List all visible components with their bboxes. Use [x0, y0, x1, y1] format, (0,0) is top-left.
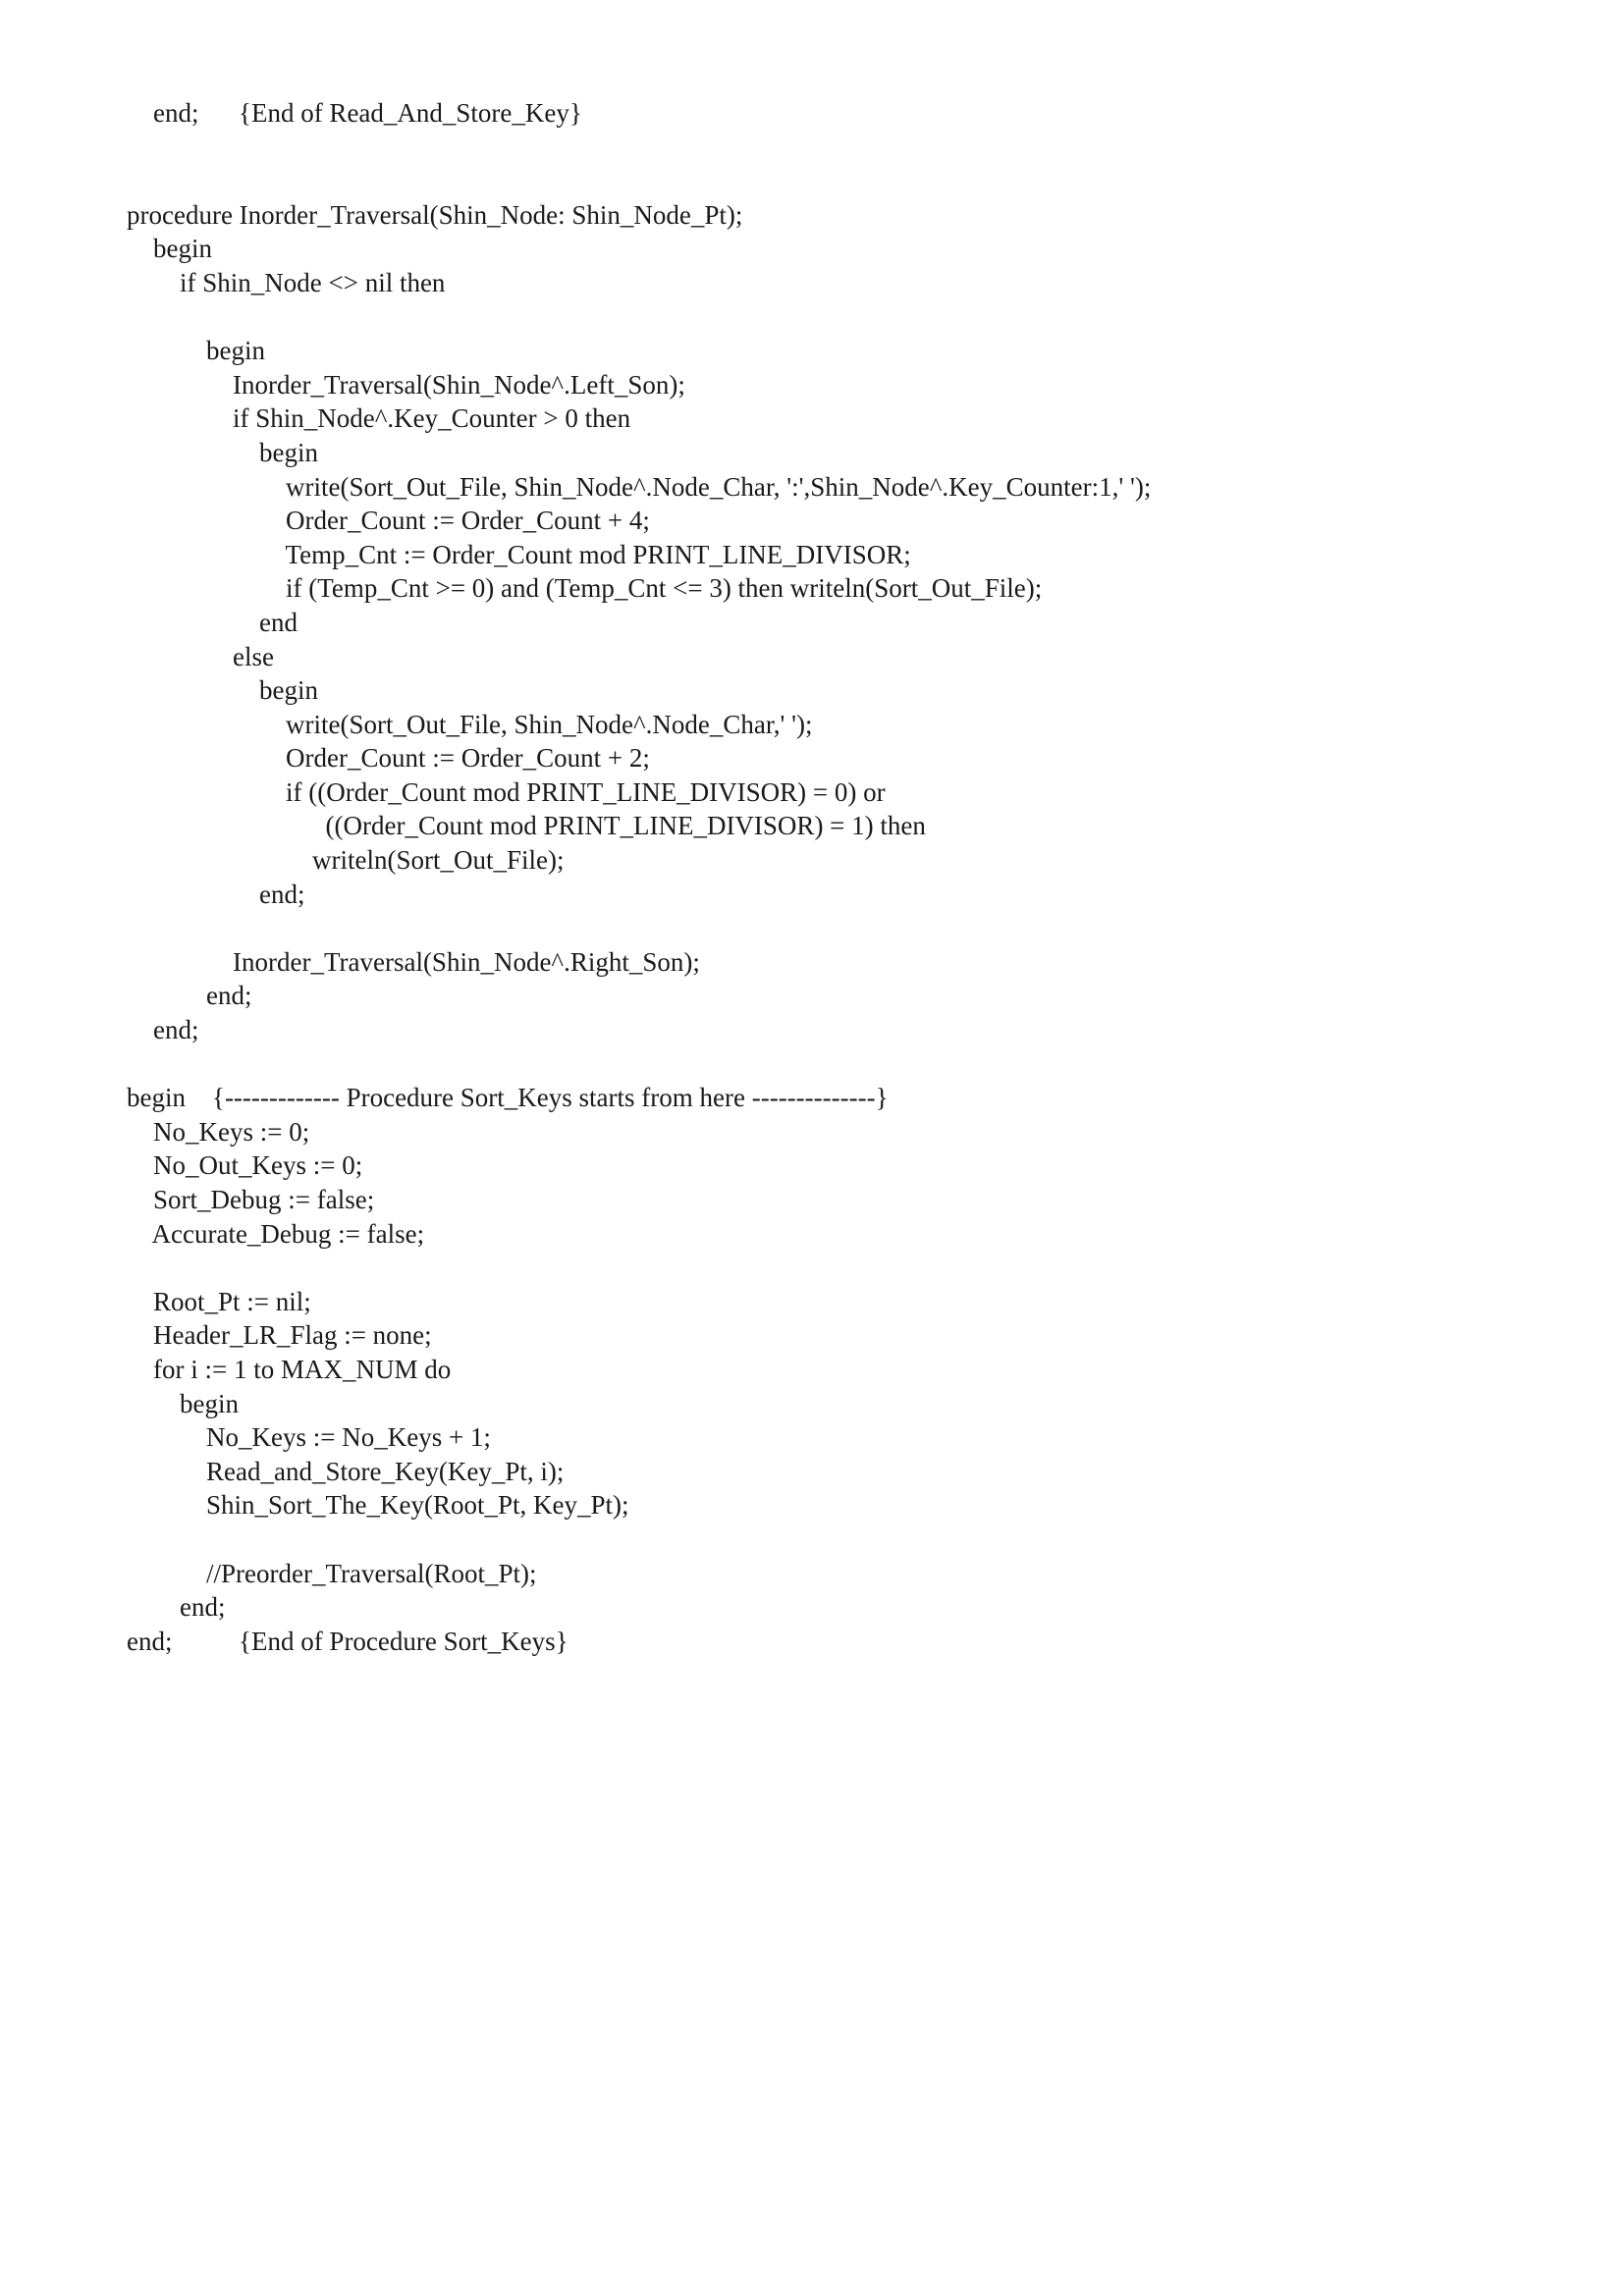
code-line: Temp_Cnt := Order_Count mod PRINT_LINE_DIVISOR; [127, 539, 911, 569]
code-line: end; [127, 981, 252, 1011]
code-line: else [127, 641, 274, 671]
code-line: if (Temp_Cnt >= 0) and (Temp_Cnt <= 3) then writeln(Sort_Out_File); [127, 573, 1043, 604]
code-line: Shin_Sort_The_Key(Root_Pt, Key_Pt); [127, 1490, 629, 1521]
code-line: //Preorder_Traversal(Root_Pt); [127, 1558, 537, 1588]
code-line: begin [127, 675, 318, 706]
code-line: No_Out_Keys := 0; [127, 1150, 363, 1181]
code-line: end; [127, 1592, 226, 1623]
code-listing [127, 96, 1541, 1658]
blank-line [127, 1251, 1541, 1285]
code-line: Read_and_Store_Key(Key_Pt, i); [127, 1456, 565, 1486]
code-line: begin [127, 336, 265, 366]
code-line: Order_Count := Order_Count + 4; [127, 506, 650, 536]
blank-line [127, 911, 1541, 945]
code-line: begin [127, 437, 318, 467]
code-line: end; {End of Procedure Sort_Keys} [127, 1626, 568, 1656]
code-line: if Shin_Node^.Key_Counter > 0 then [127, 403, 631, 434]
blank-line [127, 300, 1541, 335]
code-line: end [127, 607, 298, 637]
code-line: ((Order_Count mod PRINT_LINE_DIVISOR) = 1) then [127, 811, 926, 841]
code-line: Header_LR_Flag := none; [127, 1320, 432, 1351]
code-line: if ((Order_Count mod PRINT_LINE_DIVISOR) = 0) or [127, 776, 886, 807]
code-line: writeln(Sort_Out_File); [127, 845, 565, 876]
code-line: end; {End of Read_And_Store_Key} [127, 98, 582, 128]
code-line: begin [127, 1388, 239, 1418]
code-line: write(Sort_Out_File, Shin_Node^.Node_Char,' '); [127, 709, 813, 739]
code-line: begin {------------- Procedure Sort_Keys starts from here --------------} [127, 1083, 889, 1113]
blank-line [127, 1047, 1541, 1082]
code-line: write(Sort_Out_File, Shin_Node^.Node_Char, ':',Shin_Node^.Key_Counter:1,' '); [127, 471, 1152, 502]
code-line: Inorder_Traversal(Shin_Node^.Right_Son); [127, 946, 700, 977]
code-line: end; [127, 879, 305, 909]
code-line: Root_Pt := nil; [127, 1286, 311, 1316]
code-line: begin [127, 234, 212, 264]
code-line: Sort_Debug := false; [127, 1185, 375, 1214]
code-line: if Shin_Node <> nil then [127, 267, 446, 297]
code-line: Inorder_Traversal(Shin_Node^.Left_Son); [127, 369, 685, 400]
code-line: for i := 1 to MAX_NUM do [127, 1354, 452, 1384]
code-line: end; [127, 1015, 199, 1045]
blank-line [127, 131, 1541, 165]
code-line: No_Keys := 0; [127, 1116, 310, 1147]
code-line: Order_Count := Order_Count + 2; [127, 743, 650, 774]
code-line: No_Keys := No_Keys + 1; [127, 1422, 491, 1453]
code-line: Accurate_Debug := false; [127, 1218, 425, 1249]
code-line: procedure Inorder_Traversal(Shin_Node: Shin_Node_Pt); [127, 199, 743, 230]
blank-line [127, 164, 1541, 198]
blank-line [127, 1522, 1541, 1557]
